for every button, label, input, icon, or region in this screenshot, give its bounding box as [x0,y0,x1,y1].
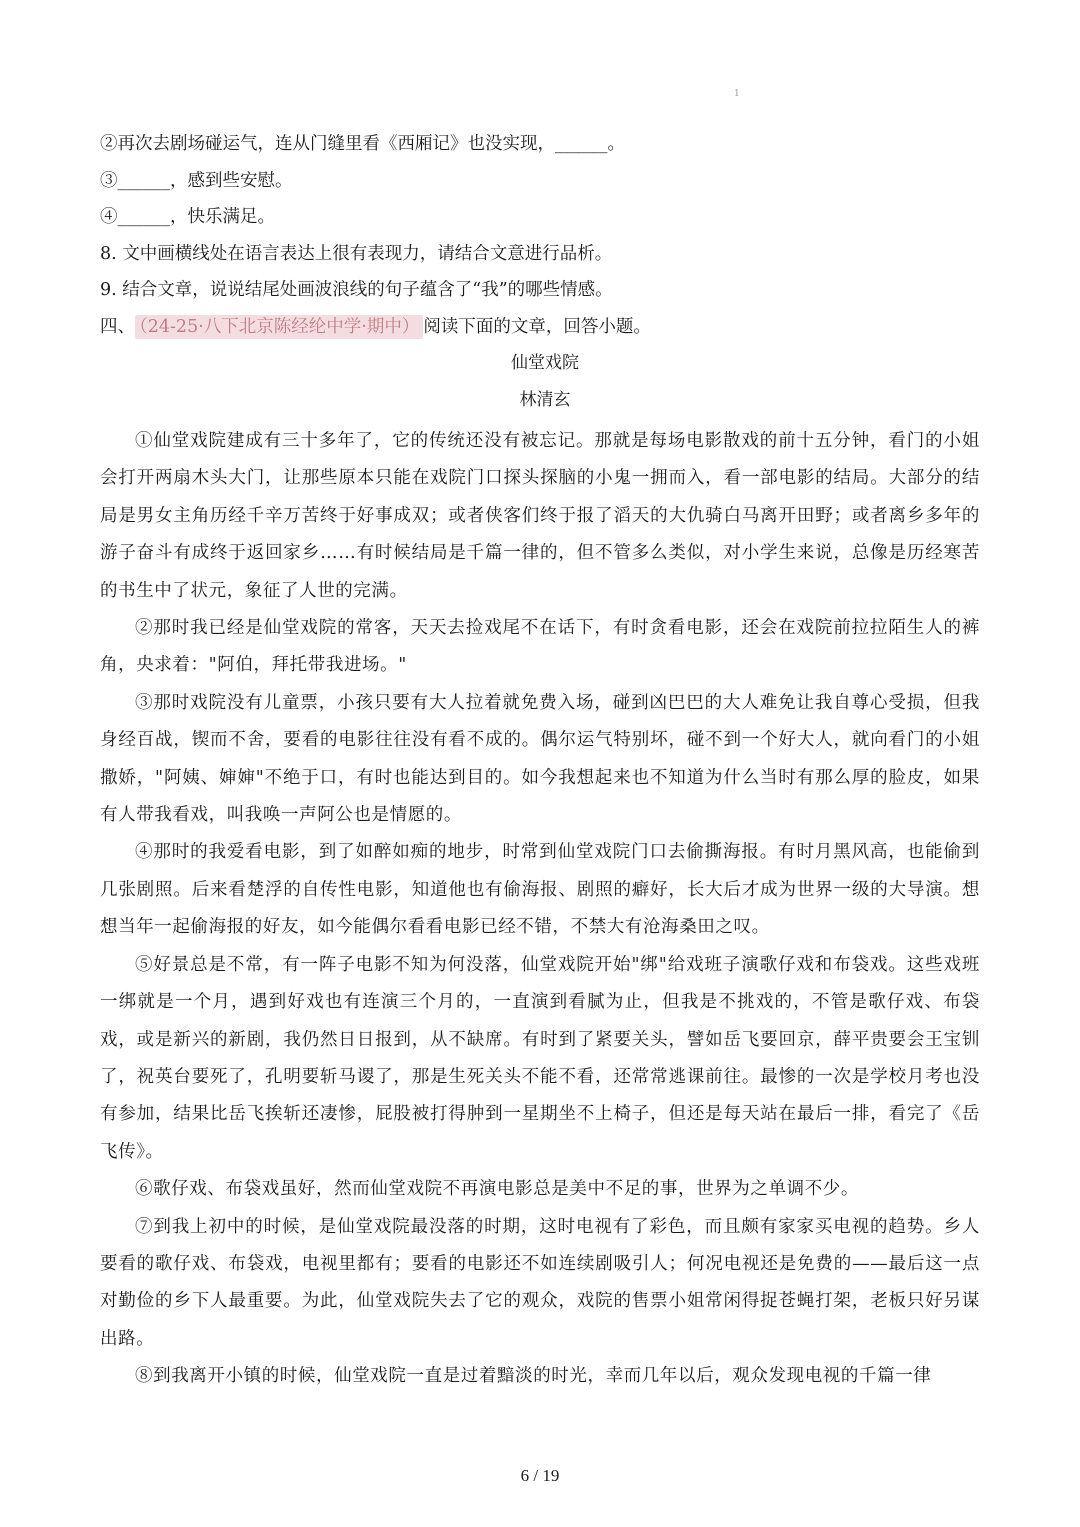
article-paragraph: ⑥歌仔戏、布袋戏虽好，然而仙堂戏院不再演电影总是美中不足的事，世界为之单调不少。 [135,1179,859,1200]
article-author: 林清玄 [519,390,571,410]
article-paragraph: ⑦到我上初中的时候，是仙堂戏院最没落的时期，这时电视有了彩色，而且颇有家家买电视的趋势。乡人要看的歌仔戏、布袋戏，电视里都有；要看的电影还不如连续剧吸引人；何况电视还是免费的——最后这一点对勤俭的乡下人最重要。为此，仙堂戏院失去了它的观众，戏院的售票小姐常闲得捉苍蝇打架，老板只好另谋出路。 [100,1216,980,1349]
article-paragraph: ⑧到我离开小镇的时候，仙堂戏院一直是过着黯淡的时光，幸而几年以后，观众发现电视的千篇一律 [135,1366,932,1387]
page-number: 6 / 19 [520,1466,560,1485]
article-body [100,423,980,1396]
question-item: ②再次去剧场碰运气，连从门缝里看《西厢记》也没实现，______。 [100,134,625,154]
question-block [100,126,990,419]
section-prefix: 四、 [100,316,135,337]
article-paragraph: ④那时的我爱看电影，到了如醉如痴的地步，时常到仙堂戏院门口去偷撕海报。有时月黑风高，也能偷到几张剧照。后来看楚浮的自传性电影，知道他也有偷海报、剧照的癖好，长大后才成为世界一级的大导演。想想当年一起偷海报的好友，如今能偶尔看看电影已经不错，不禁大有沧海桑田之叹。 [100,842,980,938]
article-paragraph: ⑤好景总是不常，有一阵子电影不知为何没落，仙堂戏院开始"绑"给戏班子演歌仔戏和布袋戏。这些戏班一绑就是一个月，遇到好戏也有连演三个月的，一直演到看腻为止，但我是不挑戏的，不管是歌仔戏、布袋戏，或是新兴的新剧，我仍然日日报到，从不缺席。有时到了紧要关头，譬如岳飞要回京，薛平贵要会王宝钏了，祝英台要死了，孔明要斩马谡了，那是生死关头不能不看，还常常逃课前往。最惨的一次是学校月考也没有参加，结果比岳飞挨斩还凄惨，屁股被打得肿到一星期坐不上椅子，但还是每天站在最后一排，看完了《岳飞传》。 [100,954,980,1162]
source-tag: （24-25·八下北京陈经纶中学·期中） [135,315,423,339]
article-paragraph: ③那时戏院没有儿童票，小孩只要有大人拉着就免费入场，碰到凶巴巴的大人难免让我自尊心受损，但我身经百战，锲而不舍，要看的电影往往没有看不成的。偶尔运气特别坏，碰不到一个好大人，就向看门的小姐撒娇，"阿姨、婶婶"不绝于口，有时也能达到目的。如今我想起来也不知道为什么当时有那么厚的脸皮，如果有人带我看戏，叫我唤一声阿公也是情愿的。 [100,692,980,826]
article-title: 仙堂戏院 [511,353,579,373]
question-item: 9. 结合文章，说说结尾处画波浪线的句子蕴含了“我”的哪些情感。 [100,280,613,300]
question-item: ③______，感到些安慰。 [100,170,293,191]
section-heading [100,309,990,346]
section-instruction: 阅读下面的文章，回答小题。 [423,316,651,337]
question-item: ④______，快乐满足。 [100,207,275,227]
article-paragraph: ②那时我已经是仙堂戏院的常客，天天去捡戏尾不在话下，有时贪看电影，还会在戏院前拉拉陌生人的裤角，央求着："阿伯，拜托带我进场。" [100,618,980,676]
article-paragraph: ①仙堂戏院建成有三十多年了，它的传统还没有被忘记。那就是每场电影散戏的前十五分钟，看门的小姐会打开两扇木头大门，让那些原本只能在戏院门口探头探脑的小鬼一拥而入，看一部电影的结局。大部分的结局是男女主角历经千辛万苦终于好事成双；或者侠客们终于报了滔天的大仇骑白马离开田野；或者离乡多年的游子奋斗有成终于返回家乡……有时候结局是千篇一律的，但不管多么类似，对小学生来说，总像是历经寒苦的书生中了状元，象征了人世的完满。 [100,431,980,601]
page-mark: 1 [734,89,740,99]
question-item: 8. 文中画横线处在语言表达上很有表现力，请结合文意进行品析。 [100,243,613,264]
